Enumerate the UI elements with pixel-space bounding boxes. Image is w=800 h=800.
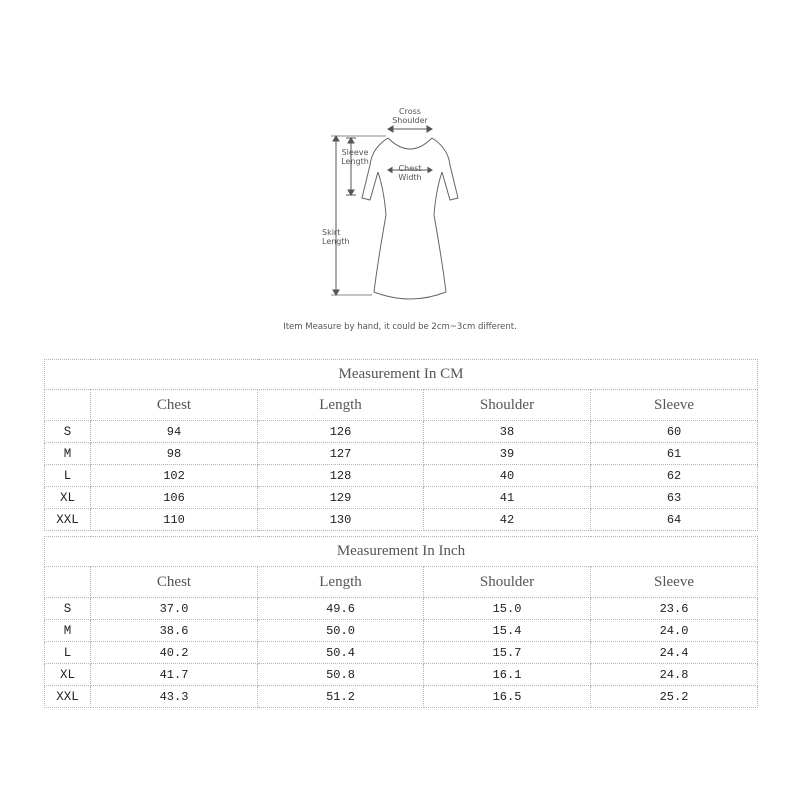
length-cell: 126 (258, 421, 424, 443)
chest-width-label-line1: Chest (398, 164, 422, 173)
dress-body (374, 172, 446, 299)
shoulder-cell: 39 (424, 443, 591, 465)
shoulder-cell: 38 (424, 421, 591, 443)
sleeve-cell: 24.4 (591, 642, 758, 664)
sleeve-cell: 64 (591, 509, 758, 531)
table-row (45, 421, 758, 443)
length-cell: 50.8 (258, 664, 424, 686)
dress-neckline (388, 138, 432, 149)
shoulder-cell: 42 (424, 509, 591, 531)
chest-cell: 94 (91, 421, 258, 443)
size-cell: M (45, 443, 91, 465)
column-header-shoulder: Shoulder (424, 390, 591, 421)
dress-right-sleeve (432, 138, 458, 200)
chest-cell: 37.0 (91, 598, 258, 620)
length-cell: 51.2 (258, 686, 424, 708)
size-cell: XL (45, 664, 91, 686)
chest-cell: 106 (91, 487, 258, 509)
size-table-inch (44, 536, 758, 708)
cross-shoulder-label-line2: Shoulder (392, 116, 428, 125)
table-row (45, 509, 758, 531)
size-cell: XXL (45, 509, 91, 531)
shoulder-cell: 41 (424, 487, 591, 509)
size-cell: L (45, 642, 91, 664)
table-row (45, 598, 758, 620)
size-cell: S (45, 598, 91, 620)
size-column-header (45, 567, 91, 598)
sleeve-cell: 62 (591, 465, 758, 487)
size-column-header (45, 390, 91, 421)
chest-cell: 40.2 (91, 642, 258, 664)
table-header-row (45, 567, 758, 598)
sleeve-length-label (336, 148, 374, 166)
cross-shoulder-label-line1: Cross (399, 107, 421, 116)
length-cell: 129 (258, 487, 424, 509)
chest-width-label-line2: Width (398, 173, 422, 182)
shoulder-cell: 15.0 (424, 598, 591, 620)
size-table-cm (44, 359, 758, 531)
table-row (45, 686, 758, 708)
sleeve-cell: 61 (591, 443, 758, 465)
length-cell: 128 (258, 465, 424, 487)
length-cell: 50.4 (258, 642, 424, 664)
column-header-sleeve: Sleeve (591, 567, 758, 598)
chest-cell: 43.3 (91, 686, 258, 708)
dress-sketch (0, 0, 800, 320)
skirt-length-label-line2: Length (322, 237, 350, 246)
chest-cell: 110 (91, 509, 258, 531)
table-row (45, 443, 758, 465)
table-header-row (45, 390, 758, 421)
sleeve-cell: 63 (591, 487, 758, 509)
chest-cell: 98 (91, 443, 258, 465)
length-cell: 49.6 (258, 598, 424, 620)
shoulder-cell: 40 (424, 465, 591, 487)
cross-shoulder-label (388, 107, 432, 125)
chest-width-label (390, 164, 430, 182)
table-row (45, 465, 758, 487)
column-header-length: Length (258, 567, 424, 598)
skirt-length-label-line1: Skirt (322, 228, 341, 237)
table-row (45, 664, 758, 686)
column-header-shoulder: Shoulder (424, 567, 591, 598)
table-title-inch: Measurement In Inch (45, 537, 758, 567)
dress-measurement-diagram (0, 0, 800, 320)
chest-cell: 102 (91, 465, 258, 487)
sleeve-length-label-line2: Length (341, 157, 369, 166)
sleeve-length-label-line1: Sleeve (341, 148, 369, 157)
sleeve-cell: 23.6 (591, 598, 758, 620)
table-row (45, 642, 758, 664)
shoulder-cell: 15.7 (424, 642, 591, 664)
size-cell: S (45, 421, 91, 443)
sleeve-cell: 25.2 (591, 686, 758, 708)
shoulder-cell: 16.1 (424, 664, 591, 686)
sleeve-cell: 24.8 (591, 664, 758, 686)
length-cell: 127 (258, 443, 424, 465)
size-cell: L (45, 465, 91, 487)
table-row (45, 487, 758, 509)
table-title-cm: Measurement In CM (45, 360, 758, 390)
size-cell: M (45, 620, 91, 642)
skirt-length-label (322, 228, 360, 246)
table-row (45, 620, 758, 642)
shoulder-cell: 15.4 (424, 620, 591, 642)
column-header-chest: Chest (91, 390, 258, 421)
column-header-chest: Chest (91, 567, 258, 598)
sleeve-cell: 60 (591, 421, 758, 443)
chest-cell: 41.7 (91, 664, 258, 686)
size-cell: XL (45, 487, 91, 509)
column-header-sleeve: Sleeve (591, 390, 758, 421)
chest-cell: 38.6 (91, 620, 258, 642)
length-cell: 130 (258, 509, 424, 531)
sleeve-cell: 24.0 (591, 620, 758, 642)
size-cell: XXL (45, 686, 91, 708)
shoulder-cell: 16.5 (424, 686, 591, 708)
column-header-length: Length (258, 390, 424, 421)
measurement-note: Item Measure by hand, it could be 2cm~3cm different. (283, 322, 517, 332)
length-cell: 50.0 (258, 620, 424, 642)
